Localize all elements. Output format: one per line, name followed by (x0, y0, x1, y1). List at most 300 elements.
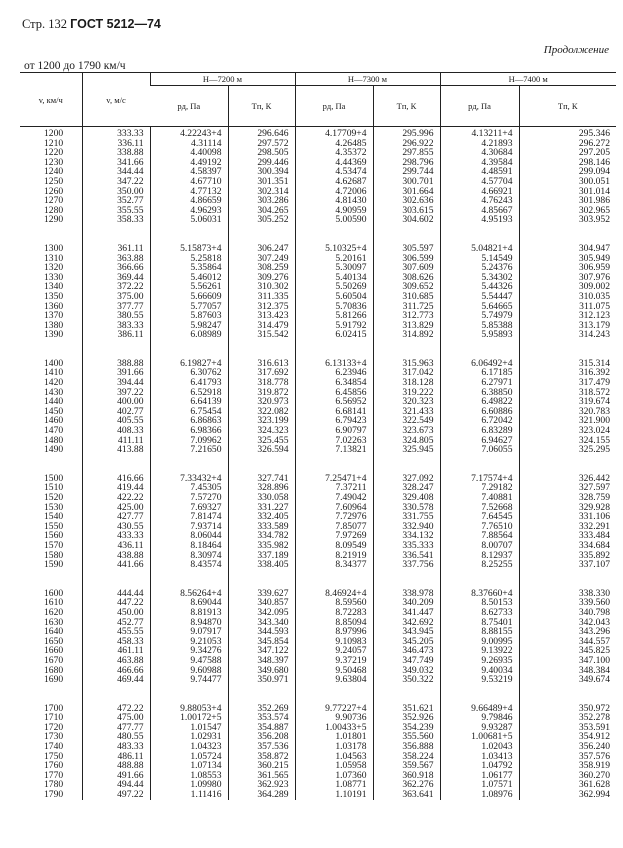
table-cell: 388.88 (82, 359, 150, 369)
col-header-t: Tп, К (228, 86, 295, 127)
table-row (20, 215, 616, 225)
table-cell: 361.11 (82, 244, 150, 254)
table-cell: 300.051 (519, 177, 616, 187)
table-cell: 405.55 (82, 416, 150, 426)
table-cell: 4.49192 (150, 158, 228, 168)
table-cell: 9.47588 (150, 656, 228, 666)
atmosphere-table (20, 72, 616, 800)
table-cell: 314.892 (373, 330, 440, 340)
table-cell: 1.02043 (440, 742, 519, 752)
table-cell: 1620 (44, 606, 64, 618)
table-cell: 352.77 (82, 196, 150, 206)
table-cell: 1.11416 (150, 790, 228, 800)
table-cell: 8.59560 (295, 598, 373, 608)
table-cell: 315.314 (519, 359, 616, 369)
table-cell: 311.725 (373, 302, 440, 312)
table-cell: 341.66 (82, 158, 150, 168)
table-cell: 4.62687 (295, 177, 373, 187)
table-row (20, 531, 616, 541)
table-cell: 372.22 (82, 282, 150, 292)
table-cell: 1.00433+5 (295, 723, 373, 733)
table-row (20, 522, 616, 532)
table-cell: 345.854 (228, 637, 295, 647)
range-label: от 1200 до 1790 км/ч (24, 60, 126, 72)
table-cell: 298.505 (228, 148, 295, 158)
table-cell: 1580 (44, 549, 64, 561)
table-cell: 329.928 (519, 503, 616, 513)
table-cell: 350.322 (373, 675, 440, 685)
table-cell: 4.26485 (295, 139, 373, 149)
table-cell: 9.88053+4 (150, 704, 228, 714)
table-cell: 458.33 (82, 637, 150, 647)
table-cell: 6.41793 (150, 378, 228, 388)
table-cell: 9.63804 (295, 675, 373, 685)
table-cell: 1570 (44, 539, 64, 551)
table-cell: 7.33432+4 (150, 474, 228, 484)
table-cell: 1210 (44, 137, 64, 149)
table-cell: 315.542 (228, 330, 295, 340)
table-cell: 438.88 (82, 551, 150, 561)
table-row (20, 675, 616, 685)
table-cell: 301.986 (519, 196, 616, 206)
group-header-7200: H—7200 м (150, 73, 295, 86)
table-cell: 1440 (44, 396, 64, 408)
table-cell: 323.673 (373, 426, 440, 436)
table-row (20, 445, 616, 455)
table-cell: 1300 (44, 242, 64, 254)
col-header-t: Tп, К (519, 86, 616, 127)
table-cell: 305.597 (373, 244, 440, 254)
table-cell: 311.335 (228, 292, 295, 302)
table-cell: 350.971 (228, 675, 295, 685)
table-cell: 5.14549 (440, 254, 519, 264)
table-cell: 1290 (44, 214, 64, 226)
table-cell: 324.155 (519, 436, 616, 446)
table-cell: 309.652 (373, 282, 440, 292)
block-spacer (20, 455, 616, 474)
table-row (20, 742, 616, 752)
table-cell: 1470 (44, 425, 64, 437)
table-cell: 313.829 (373, 321, 440, 331)
table-cell: 302.636 (373, 196, 440, 206)
table-cell: 362.923 (228, 780, 295, 790)
table-cell: 4.40098 (150, 148, 228, 158)
table-cell: 6.45856 (295, 388, 373, 398)
table-cell: 1630 (44, 616, 64, 628)
table-cell: 362.994 (519, 790, 616, 800)
table-row (20, 139, 616, 149)
standard-title: ГОСТ 5212—74 (70, 17, 161, 31)
table-cell: 441.66 (82, 560, 150, 570)
table-cell: 1220 (44, 147, 64, 159)
table-row (20, 752, 616, 762)
table-cell: 1280 (44, 204, 64, 216)
table-cell: 9.66489+4 (440, 704, 519, 714)
table-cell: 325.945 (373, 445, 440, 455)
table-row (20, 656, 616, 666)
table-cell: 350.00 (82, 187, 150, 197)
table-cell: 331.227 (228, 503, 295, 513)
table-cell: 461.11 (82, 646, 150, 656)
table-cell: 8.88155 (440, 627, 519, 637)
table-cell: 408.33 (82, 426, 150, 436)
table-cell: 380.55 (82, 311, 150, 321)
table-cell: 486.11 (82, 752, 150, 762)
table-cell: 8.85094 (295, 618, 373, 628)
table-row (20, 761, 616, 771)
table-cell: 349.680 (228, 666, 295, 676)
table-cell: 1560 (44, 530, 64, 542)
table-cell: 1.06177 (440, 771, 519, 781)
table-cell: 4.31114 (150, 139, 228, 149)
table-cell: 497.22 (82, 790, 150, 800)
table-cell: 6.56952 (295, 397, 373, 407)
table-cell: 444.44 (82, 589, 150, 599)
table-cell: 6.79423 (295, 416, 373, 426)
table-cell: 322.082 (228, 407, 295, 417)
table-cell: 5.46012 (150, 273, 228, 283)
table-cell: 6.83289 (440, 426, 519, 436)
table-cell: 8.50153 (440, 598, 519, 608)
table-cell: 1250 (44, 175, 64, 187)
table-cell: 302.314 (228, 187, 295, 197)
table-cell: 310.302 (228, 282, 295, 292)
table-cell: 1740 (44, 741, 64, 753)
table-cell: 339.560 (519, 598, 616, 608)
table-cell: 430.55 (82, 522, 150, 532)
table-cell: 315.963 (373, 359, 440, 369)
table-cell: 369.44 (82, 273, 150, 283)
table-cell: 318.128 (373, 378, 440, 388)
table-cell: 1.05724 (150, 752, 228, 762)
table-cell: 7.49042 (295, 493, 373, 503)
table-row (20, 177, 616, 187)
table-cell: 1730 (44, 731, 64, 743)
table-cell: 5.24376 (440, 263, 519, 273)
table-cell: 338.405 (228, 560, 295, 570)
table-cell: 299.094 (519, 167, 616, 177)
table-cell: 335.982 (228, 541, 295, 551)
table-cell: 4.76243 (440, 196, 519, 206)
table-cell: 306.599 (373, 254, 440, 264)
table-cell: 304.265 (228, 206, 295, 216)
table-cell: 1400 (44, 357, 64, 369)
table-cell: 353.574 (228, 713, 295, 723)
table-cell: 5.98247 (150, 321, 228, 331)
table-cell: 494.44 (82, 780, 150, 790)
table-cell: 5.34302 (440, 273, 519, 283)
table-cell: 9.37219 (295, 656, 373, 666)
table-body (20, 127, 616, 800)
table-cell: 363.641 (373, 790, 440, 800)
table-cell: 8.46924+4 (295, 589, 373, 599)
table-cell: 307.609 (373, 263, 440, 273)
table-cell: 1430 (44, 386, 64, 398)
table-cell: 1640 (44, 626, 64, 638)
table-cell: 394.44 (82, 378, 150, 388)
table-cell: 1240 (44, 166, 64, 178)
table-cell: 337.189 (228, 551, 295, 561)
table-cell: 391.66 (82, 368, 150, 378)
table-cell: 297.855 (373, 148, 440, 158)
table-cell: 320.973 (228, 397, 295, 407)
table-cell: 353.591 (519, 723, 616, 733)
table-row (20, 378, 616, 388)
table-cell: 331.106 (519, 512, 616, 522)
table-cell: 472.22 (82, 704, 150, 714)
block-spacer (20, 570, 616, 589)
table-cell: 347.749 (373, 656, 440, 666)
table-cell: 314.479 (228, 321, 295, 331)
table-cell: 452.77 (82, 618, 150, 628)
col-header-p: pд, Па (295, 86, 373, 127)
table-cell: 4.39584 (440, 158, 519, 168)
table-cell: 422.22 (82, 493, 150, 503)
table-cell: 358.33 (82, 215, 150, 225)
table-row (20, 560, 616, 570)
table-cell: 1710 (44, 712, 64, 724)
table-cell: 296.646 (228, 127, 295, 139)
table-cell: 7.69327 (150, 503, 228, 513)
table-cell: 1.03178 (295, 742, 373, 752)
table-cell: 7.29182 (440, 483, 519, 493)
table-cell: 375.00 (82, 292, 150, 302)
table-cell: 8.06044 (150, 531, 228, 541)
table-row (20, 254, 616, 264)
table-cell: 7.25471+4 (295, 474, 373, 484)
table-cell: 330.578 (373, 503, 440, 513)
table-cell: 314.243 (519, 330, 616, 340)
table-cell: 8.09549 (295, 541, 373, 551)
table-cell: 1750 (44, 750, 64, 762)
table-cell: 8.81913 (150, 608, 228, 618)
block-spacer (20, 225, 616, 244)
table-row (20, 771, 616, 781)
table-cell: 6.68141 (295, 407, 373, 417)
table-cell: 1.04792 (440, 761, 519, 771)
table-cell: 318.572 (519, 388, 616, 398)
table-cell: 296.922 (373, 139, 440, 149)
table-cell: 1.02931 (150, 732, 228, 742)
table-cell: 332.940 (373, 522, 440, 532)
table-cell: 4.81430 (295, 196, 373, 206)
table-cell: 308.626 (373, 273, 440, 283)
table-cell: 4.90959 (295, 206, 373, 216)
table-cell: 447.22 (82, 598, 150, 608)
table-cell: 1.00681+5 (440, 732, 519, 742)
table-cell: 360.918 (373, 771, 440, 781)
table-cell: 1760 (44, 760, 64, 772)
table-cell: 355.560 (373, 732, 440, 742)
table-cell: 347.22 (82, 177, 150, 187)
table-cell: 1530 (44, 501, 64, 513)
table-cell: 360.270 (519, 771, 616, 781)
table-cell: 7.76510 (440, 522, 519, 532)
table-cell: 1460 (44, 415, 64, 427)
table-row (20, 503, 616, 513)
table-cell: 4.66921 (440, 187, 519, 197)
table-cell: 1260 (44, 185, 64, 197)
table-cell: 295.996 (373, 127, 440, 139)
table-cell: 316.613 (228, 359, 295, 369)
table-cell: 8.75401 (440, 618, 519, 628)
table-cell: 347.122 (228, 646, 295, 656)
table-cell: 1680 (44, 664, 64, 676)
col-header-p: pд, Па (150, 86, 228, 127)
table-cell: 6.23946 (295, 368, 373, 378)
table-cell: 8.25255 (440, 560, 519, 570)
table-cell: 337.107 (519, 560, 616, 570)
table-cell: 6.17185 (440, 368, 519, 378)
col-header-p: pд, Па (440, 86, 519, 127)
table-cell: 320.783 (519, 407, 616, 417)
table-cell: 7.88564 (440, 531, 519, 541)
table-cell: 9.07917 (150, 627, 228, 637)
table-cell: 6.49822 (440, 397, 519, 407)
table-cell: 1600 (44, 587, 64, 599)
table-cell: 402.77 (82, 407, 150, 417)
table-cell: 6.02415 (295, 330, 373, 340)
table-cell: 9.13922 (440, 646, 519, 656)
table-cell: 400.00 (82, 397, 150, 407)
table-cell: 8.72283 (295, 608, 373, 618)
table-cell: 1310 (44, 252, 64, 264)
table-cell: 332.291 (519, 522, 616, 532)
table-cell: 1610 (44, 597, 64, 609)
table-cell: 334.782 (228, 531, 295, 541)
table-row (20, 551, 616, 561)
table-cell: 1.08976 (440, 790, 519, 800)
table-cell: 321.433 (373, 407, 440, 417)
table-cell: 303.952 (519, 215, 616, 225)
table-cell: 491.66 (82, 771, 150, 781)
table-cell: 304.602 (373, 215, 440, 225)
table-cell: 1.05958 (295, 761, 373, 771)
table-cell: 9.90736 (295, 713, 373, 723)
table-cell: 4.30684 (440, 148, 519, 158)
table-row (20, 589, 616, 599)
table-cell: 7.93714 (150, 522, 228, 532)
table-cell: 324.323 (228, 426, 295, 436)
table-cell: 1520 (44, 492, 64, 503)
table-cell: 357.576 (519, 752, 616, 762)
table-cell: 354.239 (373, 723, 440, 733)
table-row (20, 732, 616, 742)
table-cell: 4.53474 (295, 167, 373, 177)
table-row (20, 407, 616, 417)
table-cell: 309.276 (228, 273, 295, 283)
table-cell: 6.94627 (440, 436, 519, 446)
table-cell: 9.50468 (295, 666, 373, 676)
table-cell: 6.90797 (295, 426, 373, 436)
table-cell: 6.06492+4 (440, 359, 519, 369)
table-cell: 7.37211 (295, 483, 373, 493)
table-cell: 319.222 (373, 388, 440, 398)
table-cell: 303.615 (373, 206, 440, 216)
table-cell: 9.21053 (150, 637, 228, 647)
table-cell: 8.34377 (295, 560, 373, 570)
table-cell: 344.593 (228, 627, 295, 637)
table-cell: 358.919 (519, 761, 616, 771)
table-cell: 1.07571 (440, 780, 519, 790)
table-cell: 8.37660+4 (440, 589, 519, 599)
table-cell: 340.798 (519, 608, 616, 618)
table-cell: 349.032 (373, 666, 440, 676)
table-cell: 323.024 (519, 426, 616, 436)
table-row (20, 388, 616, 398)
table-cell: 306.247 (228, 244, 295, 254)
table-row (20, 368, 616, 378)
table-row (20, 608, 616, 618)
table-cell: 341.447 (373, 608, 440, 618)
table-cell: 344.44 (82, 167, 150, 177)
table-cell: 352.278 (519, 713, 616, 723)
table-cell: 427.77 (82, 512, 150, 522)
table-cell: 5.66609 (150, 292, 228, 302)
table-cell: 327.741 (228, 474, 295, 484)
table-cell: 1.01547 (150, 723, 228, 733)
table-cell: 1790 (44, 789, 64, 801)
table-cell: 342.095 (228, 608, 295, 618)
table-cell: 5.04821+4 (440, 244, 519, 254)
table-cell: 5.25818 (150, 254, 228, 264)
table-row (20, 618, 616, 628)
table-cell: 8.97996 (295, 627, 373, 637)
table-cell: 411.11 (82, 436, 150, 446)
table-cell: 295.346 (519, 127, 616, 139)
table-row (20, 474, 616, 484)
table-row (20, 780, 616, 790)
table-cell: 6.64139 (150, 397, 228, 407)
table-cell: 5.87603 (150, 311, 228, 321)
table-cell: 1410 (44, 367, 64, 379)
table-cell: 1270 (44, 195, 64, 207)
table-cell: 4.48591 (440, 167, 519, 177)
table-cell: 301.014 (519, 187, 616, 197)
table-cell: 1700 (44, 702, 64, 714)
table-cell: 1.08771 (295, 780, 373, 790)
table-cell: 9.10983 (295, 637, 373, 647)
table-cell: 330.058 (228, 493, 295, 503)
table-cell: 6.19827+4 (150, 359, 228, 369)
table-cell: 342.692 (373, 618, 440, 628)
table-row (20, 273, 616, 283)
table-cell: 305.252 (228, 215, 295, 225)
table-cell: 331.755 (373, 512, 440, 522)
table-cell: 1.01801 (295, 732, 373, 742)
table-cell: 339.627 (228, 589, 295, 599)
table-cell: 1720 (44, 721, 64, 733)
table-cell: 305.949 (519, 254, 616, 264)
table-cell: 1770 (44, 769, 64, 781)
table-cell: 1.08553 (150, 771, 228, 781)
table-cell: 7.97269 (295, 531, 373, 541)
table-cell: 6.98366 (150, 426, 228, 436)
table-cell: 321.900 (519, 416, 616, 426)
page-header (22, 17, 161, 32)
table-row (20, 292, 616, 302)
table-cell: 9.34276 (150, 646, 228, 656)
table-cell: 311.075 (519, 302, 616, 312)
table-cell: 5.74979 (440, 311, 519, 321)
table-cell: 7.45305 (150, 483, 228, 493)
table-cell: 7.21650 (150, 445, 228, 455)
table-cell: 310.685 (373, 292, 440, 302)
table-cell: 1370 (44, 310, 64, 322)
table-row (20, 426, 616, 436)
table-cell: 9.26935 (440, 656, 519, 666)
table-cell: 377.77 (82, 302, 150, 312)
